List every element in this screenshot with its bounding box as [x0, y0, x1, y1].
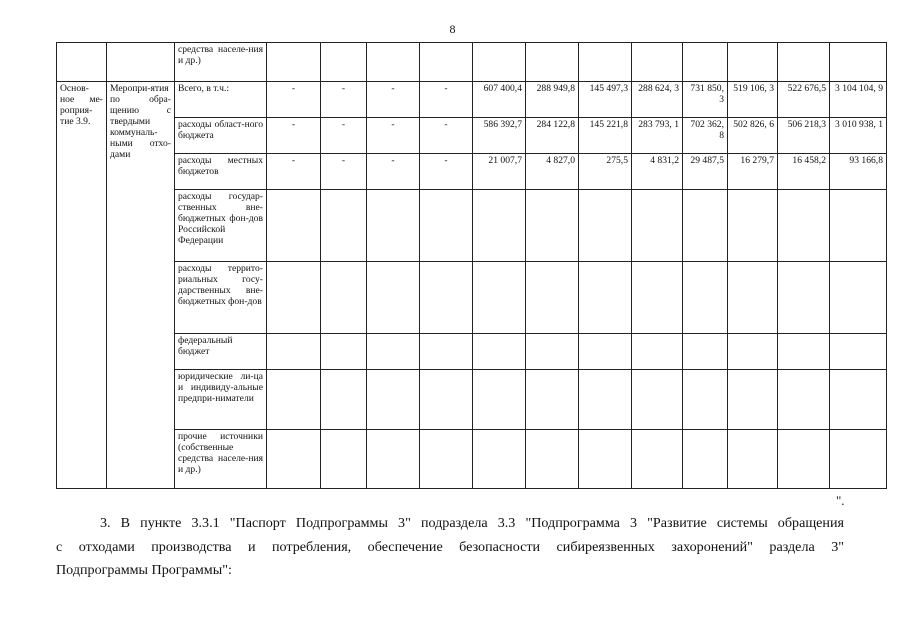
- dash-cell: -: [420, 154, 473, 190]
- source-cell: расходы государ-ственных вне-бюджетных фон-дов Российской Федерации: [175, 190, 267, 262]
- dash-cell: -: [321, 82, 367, 118]
- funding-table: [56, 42, 887, 489]
- dash-cell: -: [267, 118, 321, 154]
- table-row: [57, 334, 887, 370]
- table-row: [57, 118, 887, 154]
- source-cell: прочие источники (собственные средства населе-ния и др.): [175, 430, 267, 489]
- source-cell: Всего, в т.ч.:: [175, 82, 267, 118]
- table-row: [57, 430, 887, 489]
- value-cell: 519 106, 3: [728, 82, 778, 118]
- value-cell: 16 458,2: [778, 154, 830, 190]
- closing-quote: ".: [836, 493, 845, 508]
- paragraph-line: 3. В пункте 3.3.1 "Паспорт Подпрограммы 3" подраздела 3.3 "Подпрограмма 3 "Развитие системы обращения: [100, 515, 844, 531]
- value-cell: 3 104 104, 9: [830, 82, 887, 118]
- paragraph-line: Подпрограммы Программы":: [56, 562, 232, 578]
- body-paragraph: [56, 512, 844, 583]
- dash-cell: -: [367, 118, 420, 154]
- dash-cell: -: [420, 118, 473, 154]
- value-cell: 4 831,2: [632, 154, 683, 190]
- value-cell: 275,5: [579, 154, 632, 190]
- dash-cell: -: [321, 154, 367, 190]
- source-cell: расходы област-ного бюджета: [175, 118, 267, 154]
- source-cell: расходы местных бюджетов: [175, 154, 267, 190]
- value-cell: 21 007,7: [473, 154, 526, 190]
- value-cell: 145 497,3: [579, 82, 632, 118]
- value-cell: 283 793, 1: [632, 118, 683, 154]
- paragraph-line: с отходами производства и потребления, обеспечение безопасности сибиреязвенных захоронений" раздела 3": [56, 538, 844, 555]
- source-cell: средства населе-ния и др.): [175, 43, 267, 82]
- value-cell: 3 010 938, 1: [830, 118, 887, 154]
- table-row: [57, 262, 887, 334]
- value-cell: 288 624, 3: [632, 82, 683, 118]
- value-cell: 502 826, 6: [728, 118, 778, 154]
- value-cell: 16 279,7: [728, 154, 778, 190]
- value-cell: 702 362, 8: [683, 118, 728, 154]
- value-cell: 29 487,5: [683, 154, 728, 190]
- page-number: 8: [449, 22, 456, 36]
- table-row: [57, 370, 887, 430]
- value-cell: 288 949,8: [526, 82, 579, 118]
- dash-cell: -: [367, 82, 420, 118]
- dash-cell: -: [267, 154, 321, 190]
- value-cell: 586 392,7: [473, 118, 526, 154]
- table-row: [57, 43, 887, 82]
- measure-name-cell: Меропри-ятия по обра-щению с твердыми коммуналь-ными отхо-дами: [107, 82, 175, 489]
- dash-cell: -: [321, 118, 367, 154]
- dash-cell: -: [367, 154, 420, 190]
- value-cell: 4 827,0: [526, 154, 579, 190]
- value-cell: 506 218,3: [778, 118, 830, 154]
- value-cell: 145 221,8: [579, 118, 632, 154]
- dash-cell: -: [420, 82, 473, 118]
- measure-id-cell: Основ-ное ме-роприя-тие 3.9.: [57, 82, 107, 489]
- table-row: [57, 154, 887, 190]
- table-row: [57, 82, 887, 118]
- value-cell: 607 400,4: [473, 82, 526, 118]
- table-row: [57, 190, 887, 262]
- value-cell: 93 166,8: [830, 154, 887, 190]
- source-cell: юридические ли-ца и индивиду-альные предпри-ниматели: [175, 370, 267, 430]
- value-cell: 522 676,5: [778, 82, 830, 118]
- dash-cell: -: [267, 82, 321, 118]
- value-cell: 284 122,8: [526, 118, 579, 154]
- source-cell: федеральный бюджет: [175, 334, 267, 370]
- source-cell: расходы террито-риальных госу-дарственных вне-бюджетных фон-дов: [175, 262, 267, 334]
- value-cell: 731 850, 3: [683, 82, 728, 118]
